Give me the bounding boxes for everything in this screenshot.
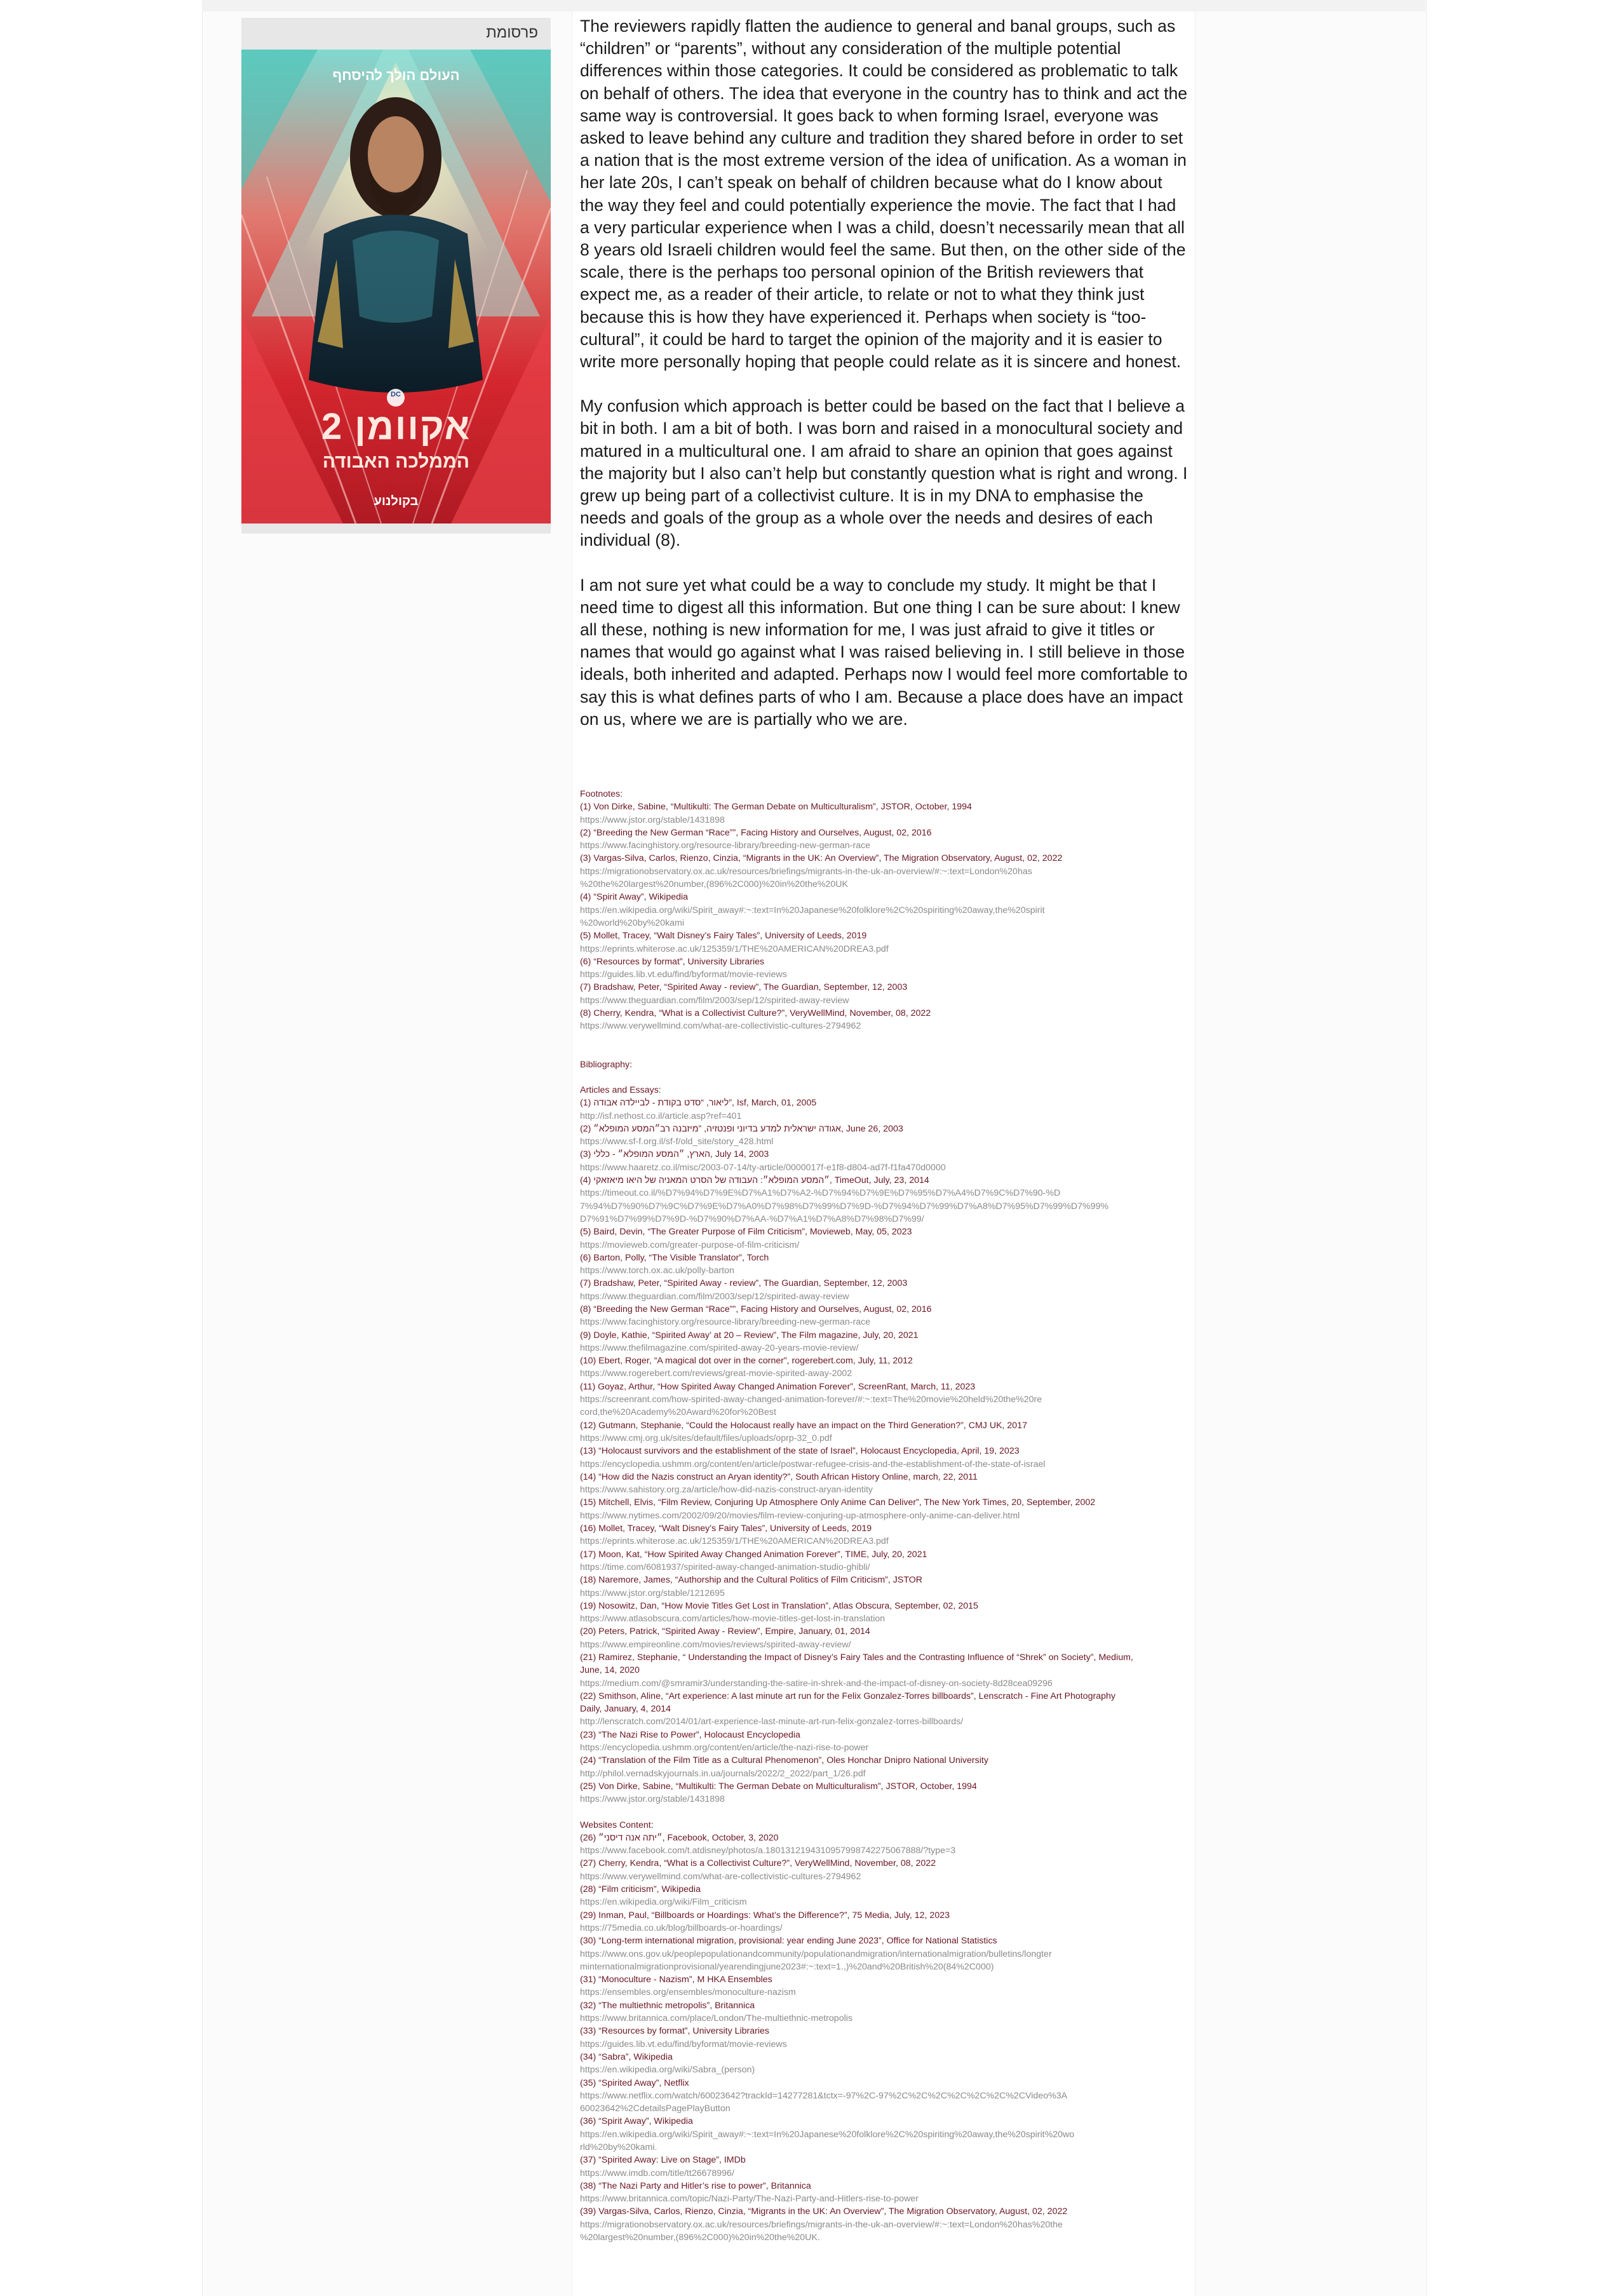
article-body: [580, 15, 1190, 753]
reference-url[interactable]: https://www.facinghistory.org/resource-library/breeding-new-german-race: [580, 841, 871, 851]
reference-url[interactable]: https://medium.com/@smramir3/understanding-the-satire-in-shrek-and-the-impact-of-disney-on-society-8d28cea09296: [580, 1678, 1053, 1689]
reference-url[interactable]: https://www.imdb.com/title/tt26678996/: [580, 2168, 734, 2178]
reference-entry: (18) Naremore, James, “Authorship and the Cultural Politics of Film Criticism”, JSTOR: [580, 1575, 923, 1586]
poster-logo: DC: [391, 391, 401, 398]
reference-url[interactable]: https://75media.co.uk/blog/billboards-or-hoardings/: [580, 1922, 783, 1933]
reference-entry: (28) “Film criticism”, Wikipedia: [580, 1884, 701, 1895]
reference-entry: (34) “Sabra”, Wikipedia: [580, 2051, 673, 2062]
reference-url[interactable]: https://www.nytimes.com/2002/09/20/movies/film-review-conjuring-up-atmosphere-only-anime-can-deliver.html: [580, 1510, 1020, 1521]
reference-url[interactable]: https://www.sf-f.org.il/sf-f/old_site/story_428.html: [580, 1137, 774, 1147]
reference-entry: June, 14, 2020: [580, 1665, 640, 1676]
reference-heading: Websites Content:: [580, 1820, 654, 1830]
reference-url[interactable]: https://www.theguardian.com/film/2003/sep/12/spirited-away-review: [580, 995, 849, 1006]
reference-heading: Articles and Essays:: [580, 1084, 661, 1095]
reference-url[interactable]: https://migrationobservatory.ox.ac.uk/resources/briefings/migrants-in-the-uk-an-overview/#:~:text=London%20has%20the: [580, 2219, 1063, 2230]
reference-url[interactable]: http://philol.vernadskyjournals.in.ua/journals/2022/2_2022/part_1/26.pdf: [580, 1768, 866, 1779]
article-paragraph: My confusion which approach is better could be based on the fact that I believe a bit in both. I am a bit of both. I was born and raised in a monocultural society and matured in a multicultural one. I am afraid to share an opinion that goes against the majority but I also can’t help but constantly question what is right and wrong. I grew up being part of a collectivist culture. It is in my DNA to emphasise the needs and goals of the group as a whole over the needs and desires of each individual (8).: [580, 396, 1188, 550]
reference-url[interactable]: https://www.britannica.com/place/London/The-multiethnic-metropolis: [580, 2013, 852, 2024]
reference-entry: (26) ״יתה אנה דיסני״, Facebook, October, 3, 2020: [580, 1832, 779, 1843]
reference-url[interactable]: %20largest%20number,(896%2C000)%20in%20the%20UK.: [580, 2232, 820, 2243]
top-band: [202, 0, 1425, 11]
reference-spacer: [580, 1046, 1190, 1058]
reference-entry: (13) “Holocaust survivors and the establishment of the state of Israel”, Holocaust Encyclopedia, April, 19, 2023: [580, 1446, 1020, 1457]
reference-entry: (23) “The Nazi Rise to Power”, Holocaust Encyclopedia: [580, 1729, 800, 1740]
reference-url[interactable]: 60023642%2CdetailsPagePlayButton: [580, 2104, 731, 2114]
poster-cinema-note: בקולנוע: [374, 494, 419, 508]
reference-entry: (19) Nosowitz, Dan, “How Movie Titles Get Lost in Translation”, Atlas Obscura, September, 02, 2015: [580, 1600, 978, 1611]
reference-url[interactable]: https://www.facinghistory.org/resource-library/breeding-new-german-race: [580, 1317, 871, 1328]
reference-url[interactable]: https://www.empireonline.com/movies/reviews/spirited-away-review/: [580, 1639, 851, 1650]
reference-url[interactable]: https://www.facebook.com/t.atdisney/photos/a.1801312194310957998742275067888/?type=3: [580, 1846, 956, 1856]
reference-entry: (30) “Long-term international migration, provisional: year ending June 2023”, Office for National Statistics: [580, 1936, 997, 1947]
reference-url[interactable]: https://encyclopedia.ushmm.org/content/en/article/the-nazi-rise-to-power: [580, 1743, 869, 1753]
reference-entry: (1) ליאור, “סדט בקודת - לביילדה אבודה”, Isf, March, 01, 2005: [580, 1098, 817, 1109]
reference-url[interactable]: D7%91%D7%99%D7%9D-%D7%90%D7%AA-%D7%A1%D7%A8%D7%98%D7%99/: [580, 1213, 924, 1224]
reference-url[interactable]: https://www.britannica.com/topic/Nazi-Party/The-Nazi-Party-and-Hitlers-rise-to-power: [580, 2194, 919, 2205]
reference-spacer: [580, 1071, 1190, 1084]
reference-url[interactable]: https://www.sahistory.org.za/article/how-did-nazis-construct-aryan-identity: [580, 1485, 873, 1496]
reference-url[interactable]: https://www.jstor.org/stable/1431898: [580, 1794, 725, 1805]
references-list: [580, 788, 1190, 2244]
reference-entry: (5) Baird, Devin, “The Greater Purpose of Film Criticism”, Movieweb, May, 05, 2023: [580, 1227, 912, 1238]
reference-entry: (37) “Spirited Away: Live on Stage”, IMDb: [580, 2155, 746, 2166]
reference-url[interactable]: https://www.cmj.org.uk/sites/default/files/uploads/oprp-32_0.pdf: [580, 1433, 832, 1443]
reference-url[interactable]: http://isf.nethost.co.il/article.asp?ref=401: [580, 1111, 742, 1121]
reference-entry: (4) ״המסע המופלא״: העבודה של הסרט המאניה של היאו מיאזאקי, TimeOut, July, 23, 2014: [580, 1175, 929, 1186]
reference-url[interactable]: https://screenrant.com/how-spirited-away-changed-animation-forever/#:~:text=The%20movie%20held%20the%20re: [580, 1394, 1042, 1405]
reference-url[interactable]: 7%94%D7%90%D7%9C%D7%9E%D7%A0%D7%98%D7%99%D7%9D-%D7%94%D7%99%D7%A8%D7%95%D7%99%D7%99%: [580, 1201, 1108, 1212]
reference-url[interactable]: rld%20by%20kami.: [580, 2142, 657, 2152]
reference-entry: (3) Vargas-Silva, Carlos, Rienzo, Cinzia, “Migrants in the UK: An Overview”, The Migration Observatory, August, 02, 2022: [580, 853, 1063, 864]
reference-url[interactable]: https://www.thefilmagazine.com/spirited-away-20-years-movie-review/: [580, 1342, 859, 1353]
reference-url[interactable]: https://time.com/6081937/spirited-away-changed-animation-studio-ghibli/: [580, 1562, 870, 1572]
reference-url[interactable]: https://www.verywellmind.com/what-are-collectivistic-cultures-2794962: [580, 1871, 861, 1882]
reference-url[interactable]: https://www.jstor.org/stable/1212695: [580, 1588, 725, 1598]
reference-url[interactable]: https://en.wikipedia.org/wiki/Spirit_away#:~:text=In%20Japanese%20folklore%2C%20spiriting%20away,the%20spirit%20wo: [580, 2129, 1075, 2140]
reference-url[interactable]: https://www.torch.ox.ac.uk/polly-barton: [580, 1266, 734, 1276]
reference-url[interactable]: minternationalmigrationprovisional/yearendingjune2023#:~:text=1.,)%20and%20British%20(84%2C000): [580, 1961, 994, 1972]
reference-entry: (8) Cherry, Kendra, “What is a Collectivist Culture?”, VeryWellMind, November, 08, 2022: [580, 1008, 931, 1019]
reference-url[interactable]: https://en.wikipedia.org/wiki/Spirit_away#:~:text=In%20Japanese%20folklore%2C%20spiriting%20away,the%20spirit: [580, 905, 1045, 915]
advert-card[interactable]: [241, 18, 551, 534]
reference-entry: (31) “Monoculture - Nazism”, M HKA Ensembles: [580, 1975, 772, 1985]
article-column: [572, 11, 1195, 2296]
reference-url[interactable]: https://ensembles.org/ensembles/monoculture-nazism: [580, 1987, 796, 1998]
article-paragraph: I am not sure yet what could be a way to conclude my study. It might be that I need time to digest all this information. But one thing I can be sure about: I knew all these, nothing is new information for me, I was just afraid to give it titles or names that would go against what I was raised believing in. I still believe in those ideals, both inherited and adapted. Perhaps now I would feel more comfortable to say this is what defines parts of who I am. Because a place does have an impact on us, where we are is partially who we are.: [580, 575, 1188, 729]
reference-url[interactable]: https://guides.lib.vt.edu/find/byformat/movie-reviews: [580, 2039, 787, 2050]
advert-label: פרסומת: [486, 24, 538, 41]
reference-entry: (39) Vargas-Silva, Carlos, Rienzo, Cinzia, “Migrants in the UK: An Overview”, The Migration Observatory, August, 02, 2022: [580, 2206, 1068, 2217]
reference-entry: (15) Mitchell, Elvis, “Film Review, Conjuring Up Atmosphere Only Anime Can Deliver”, The New York Times, 20, September, 2002: [580, 1497, 1096, 1508]
reference-url[interactable]: https://www.haaretz.co.il/misc/2003-07-14/ty-article/0000017f-e1f8-d804-ad7f-f1fa470d0000: [580, 1162, 946, 1173]
poster-title: אקוומן 2: [321, 406, 471, 447]
reference-url[interactable]: https://www.verywellmind.com/what-are-collectivistic-cultures-2794962: [580, 1021, 861, 1032]
reference-url[interactable]: https://migrationobservatory.ox.ac.uk/resources/briefings/migrants-in-the-uk-an-overview/#:~:text=London%20has: [580, 866, 1032, 877]
reference-spacer: [580, 1806, 1190, 1819]
reference-entry: (7) Bradshaw, Peter, “Spirited Away - review”, The Guardian, September, 12, 2003: [580, 982, 908, 993]
reference-entry: (27) Cherry, Kendra, “What is a Collectivist Culture?”, VeryWellMind, November, 08, 2022: [580, 1858, 936, 1869]
reference-entry: (10) Ebert, Roger, “A magical dot over in the corner”, rogerebert.com, July, 11, 2012: [580, 1356, 913, 1367]
reference-url[interactable]: https://guides.lib.vt.edu/find/byformat/movie-reviews: [580, 969, 787, 980]
reference-entry: (9) Doyle, Kathie, “Spirited Away’ at 20 – Review”, The Film magazine, July, 20, 2021: [580, 1330, 919, 1340]
reference-entry: (7) Bradshaw, Peter, “Spirited Away - review”, The Guardian, September, 12, 2003: [580, 1278, 908, 1289]
reference-url[interactable]: https://eprints.whiterose.ac.uk/125359/1/THE%20AMERICAN%20DREA3.pdf: [580, 943, 889, 954]
reference-heading: Footnotes:: [580, 789, 623, 799]
reference-url[interactable]: http://lenscratch.com/2014/01/art-experience-last-minute-art-run-felix-gonzalez-torres-billboards/: [580, 1717, 964, 1727]
reference-url[interactable]: cord,the%20Academy%20Award%20for%20Best: [580, 1407, 776, 1418]
reference-entry: (17) Moon, Kat, “How Spirited Away Changed Animation Forever”, TIME, July, 20, 2021: [580, 1549, 927, 1560]
reference-url[interactable]: https://movieweb.com/greater-purpose-of-film-criticism/: [580, 1239, 800, 1250]
aquaman-poster[interactable]: [241, 50, 551, 523]
reference-url[interactable]: https://www.netflix.com/watch/60023642?trackId=14277281&tctx=-97%2C-97%2C%2C%2C%2C%2C%2C%2CVideo%3A: [580, 2090, 1068, 2101]
reference-entry: (14) “How did the Nazis construct an Aryan identity?”, South African History Online, march, 22, 2011: [580, 1471, 978, 1482]
reference-url[interactable]: https://www.rogerebert.com/reviews/great-movie-spirited-away-2002: [580, 1368, 852, 1379]
reference-entry: (4) “Spirit Away”, Wikipedia: [580, 892, 689, 903]
reference-url[interactable]: %20the%20largest%20number,(896%2C000)%20in%20the%20UK: [580, 879, 848, 890]
reference-entry: (35) “Spirited Away”, Netflix: [580, 2077, 689, 2088]
reference-entry: (25) Von Dirke, Sabine, “Multikulti: The German Debate on Multiculturalism”, JSTOR, October, 1994: [580, 1781, 977, 1792]
article-paragraph: The reviewers rapidly flatten the audience to general and banal groups, such as “children” or “parents”, without any consideration of the multiple potential differences within those categories. It could be considered as problematic to talk on behalf of others. The idea that everyone in the country has to think and act the same way is controversial. It goes back to when forming Israel, everyone was asked to leave behind any culture and tradition they shared before in order to set a nation that is the most extreme version of the idea of unification. As a woman in her late 20s, I can’t speak on behalf of children because what do I know about the way they feel and could potentially experience the movie. The fact that I had a very particular experience when I was a child, doesn’t necessarily mean that all 8 years old Israeli children would feel the same. But then, on the other side of the scale, there is the perhaps too personal opinion of the British reviewers that expect me, as a reader of their article, to relate or not to what they think just because this is how they have experienced it. Perhaps when society is “too- cultural”, it could be hard to target the opinion of the majority and it is easier to write more personally hoping that people could relate as it is sincere and honest.: [580, 17, 1188, 372]
reference-entry: (22) Smithson, Aline, “Art experience: A last minute art run for the Felix Gonzalez-Torres billboards”, Lenscratch - Fine Art Photography: [580, 1691, 1115, 1701]
reference-entry: (5) Mollet, Tracey, “Walt Disney’s Fairy Tales”, University of Leeds, 2019: [580, 931, 867, 942]
reference-entry: (8) “Breeding the New German “Race””, Facing History and Ourselves, August, 02, 2016: [580, 1304, 932, 1314]
poster-subtitle: הממלכה האבודה: [322, 451, 470, 472]
reference-entry: Daily, January, 4, 2014: [580, 1704, 671, 1715]
reference-entry: (29) Inman, Paul, “Billboards or Hoardings: What’s the Difference?”, 75 Media, July, 12, 2023: [580, 1910, 950, 1921]
reference-url[interactable]: https://eprints.whiterose.ac.uk/125359/1/THE%20AMERICAN%20DREA3.pdf: [580, 1536, 889, 1547]
reference-entry: (1) Von Dirke, Sabine, “Multikulti: The German Debate on Multiculturalism”, JSTOR, October, 1994: [580, 802, 972, 813]
reference-url[interactable]: %20world%20by%20kami: [580, 917, 685, 928]
reference-entry: (33) “Resources by format”, University Libraries: [580, 2026, 770, 2037]
reference-heading: Bibliography:: [580, 1059, 633, 1070]
reference-entry: (3) הארץ, ״המסע המופלא״ - כללי, July 14, 2003: [580, 1149, 769, 1160]
reference-url[interactable]: https://www.atlasobscura.com/articles/how-movie-titles-get-lost-in-translation: [580, 1614, 886, 1624]
reference-url[interactable]: https://www.ons.gov.uk/peoplepopulationandcommunity/populationandmigration/internationalmigration/bulletins/longter: [580, 1948, 1052, 1959]
reference-url[interactable]: https://en.wikipedia.org/wiki/Sabra_(person): [580, 2065, 755, 2076]
reference-url[interactable]: https://timeout.co.il/%D7%94%D7%9E%D7%A1%D7%A2-%D7%94%D7%9E%D7%95%D7%A4%D7%9C%D7%90-%D: [580, 1188, 1061, 1199]
reference-entry: (24) “Translation of the Film Title as a Cultural Phenomenon”, Oles Honchar Dnipro National University: [580, 1755, 988, 1766]
poster-tagline: העולם הולך להיסחף: [332, 67, 460, 83]
reference-entry: (11) Goyaz, Arthur, “How Spirited Away Changed Animation Forever”, ScreenRant, March, 11, 2023: [580, 1381, 976, 1392]
reference-entry: (36) “Spirit Away”, Wikipedia: [580, 2116, 693, 2127]
reference-entry: (6) Barton, Polly, “The Visible Translator”, Torch: [580, 1252, 769, 1263]
reference-url[interactable]: https://encyclopedia.ushmm.org/content/en/article/postwar-refugee-crisis-and-the-establishment-of-the-state-of-israel: [580, 1459, 1046, 1469]
reference-entry: (12) Gutmann, Stephanie, “Could the Holocaust really have an impact on the Third Generation?”, CMJ UK, 2017: [580, 1420, 1027, 1431]
reference-entry: (6) “Resources by format”, University Libraries: [580, 956, 765, 967]
reference-entry: (20) Peters, Patrick, “Spirited Away - Review”, Empire, January, 01, 2014: [580, 1626, 870, 1637]
reference-entry: (38) “The Nazi Party and Hitler’s rise to power”, Britannica: [580, 2180, 811, 2191]
reference-entry: (2) אגודה ישראלית למדע בדיוני ופנטזיה, ”מיזבנה רב״המסע המופלא״, June 26, 2003: [580, 1123, 903, 1134]
reference-entry: (2) “Breeding the New German “Race””, Facing History and Ourselves, August, 02, 2016: [580, 827, 932, 838]
reference-url[interactable]: https://www.jstor.org/stable/1431898: [580, 814, 725, 825]
reference-spacer: [580, 1033, 1190, 1046]
reference-entry: (21) Ramirez, Stephanie, “ Understanding the Impact of Disney’s Fairy Tales and the Contrasting Influence of “Shrek” on Society”, Medium,: [580, 1652, 1133, 1663]
reference-url[interactable]: https://en.wikipedia.org/wiki/Film_criticism: [580, 1897, 747, 1908]
reference-entry: (32) “The multiethnic metropolis”, Britannica: [580, 2000, 755, 2011]
reference-url[interactable]: https://www.theguardian.com/film/2003/sep/12/spirited-away-review: [580, 1291, 849, 1302]
reference-entry: (16) Mollet, Tracey, “Walt Disney’s Fairy Tales”, University of Leeds, 2019: [580, 1523, 872, 1534]
